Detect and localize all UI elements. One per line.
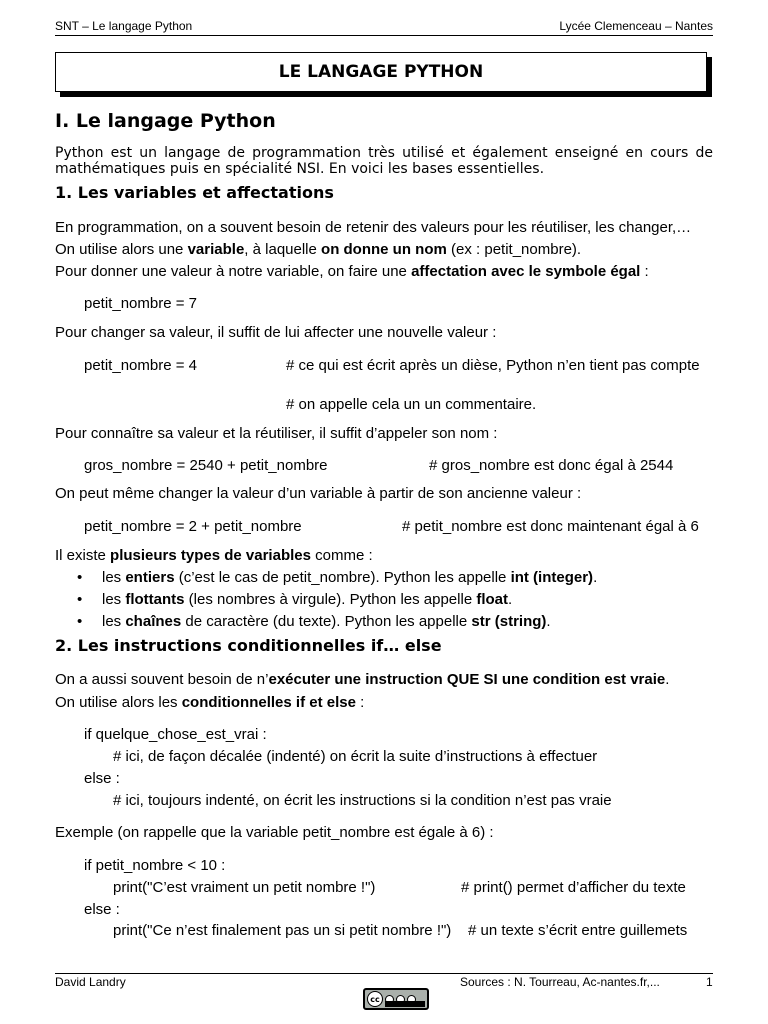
bold-text: entiers [125, 569, 175, 586]
page-title: LE LANGAGE PYTHON [55, 52, 707, 92]
subsection-heading-variables: 1. Les variables et affectations [55, 183, 334, 202]
bold-text: flottants [125, 591, 185, 608]
footer-divider [55, 973, 713, 974]
list-item [102, 591, 512, 608]
creative-commons-by-nc-sa-icon [363, 988, 429, 1010]
paragraph: Exemple (on rappelle que la variable petit_nombre est égale à 6) : [55, 824, 494, 841]
bold-text: int (integer) [510, 569, 594, 586]
bullet-icon: • [77, 569, 83, 586]
text: : [640, 263, 649, 280]
bold-text: variable [187, 241, 245, 258]
code-comment: # petit_nombre est donc maintenant égal à 6 [402, 518, 699, 535]
page-number: 1 [706, 975, 713, 989]
footer-author: David Landry [55, 975, 126, 989]
code-line: else : [84, 901, 120, 918]
code-comment: # print() permet d’afficher du texte [461, 879, 686, 896]
header-right: Lycée Clemenceau – Nantes [559, 19, 713, 33]
header-divider [55, 35, 713, 36]
text: . [665, 671, 670, 688]
paragraph: En programmation, on a souvent besoin de retenir des valeurs pour les réutiliser, les changer,… [55, 219, 692, 236]
code-line: print("Ce n’est finalement pas un si petit nombre !") [113, 922, 452, 939]
bold-text: conditionnelles if et else [181, 694, 356, 711]
text: (c’est le cas de petit_nombre). Python les appelle [174, 569, 511, 586]
paragraph [55, 694, 364, 711]
paragraph [55, 263, 649, 280]
bold-text: affectation avec le symbole égal [411, 263, 641, 280]
text: On utilise alors les [55, 694, 182, 711]
text: les [102, 569, 126, 586]
text: Pour donner une valeur à notre variable, on faire une [55, 263, 412, 280]
code-line: petit_nombre = 4 [84, 357, 197, 374]
text: comme : [310, 547, 373, 564]
bold-text: on donne un nom [321, 241, 447, 258]
code-comment: # un texte s’écrit entre guillemets [468, 922, 688, 939]
paragraph [55, 241, 581, 258]
text: On a aussi souvent besoin de n’ [55, 671, 269, 688]
code-comment: # on appelle cela un un commentaire. [286, 396, 537, 413]
code-line: gros_nombre = 2540 + petit_nombre [84, 457, 328, 474]
footer-sources: Sources : N. Tourreau, Ac-nantes.fr,... [460, 975, 660, 989]
paragraph: Pour connaître sa valeur et la réutiliser, il suffit d’appeler son nom : [55, 425, 498, 442]
text: (les nombres à virgule). Python les appelle [184, 591, 477, 608]
code-comment: # gros_nombre est donc égal à 2544 [429, 457, 674, 474]
list-item [102, 569, 597, 586]
bullet-icon: • [77, 613, 83, 630]
paragraph: On peut même changer la valeur d’un variable à partir de son ancienne valeur : [55, 485, 582, 502]
code-line: print("C’est vraiment un petit nombre !") [113, 879, 376, 896]
bold-text: chaînes [125, 613, 182, 630]
text: (ex : petit_nombre). [446, 241, 582, 258]
code-line: petit_nombre = 7 [84, 295, 197, 312]
text: On utilise alors une [55, 241, 188, 258]
code-line: if petit_nombre < 10 : [84, 857, 226, 874]
paragraph [55, 547, 373, 564]
code-comment: # ce qui est écrit après un dièse, Python n’en tient pas compte [286, 357, 700, 374]
header-left: SNT – Le langage Python [55, 19, 193, 33]
bullet-icon: • [77, 591, 83, 608]
text: : [355, 694, 365, 711]
code-comment: # ici, toujours indenté, on écrit les instructions si la condition n’est pas vraie [113, 792, 612, 809]
text: les [102, 591, 126, 608]
text: Il existe [55, 547, 111, 564]
section-heading: I. Le langage Python [55, 110, 276, 132]
text: . [546, 613, 551, 630]
bold-text: str (string) [471, 613, 547, 630]
subsection-heading-conditionals: 2. Les instructions conditionnelles if… else [55, 636, 442, 655]
text: , à laquelle [244, 241, 322, 258]
bold-text: exécuter une instruction QUE SI une condition est vraie [268, 671, 666, 688]
code-comment: # ici, de façon décalée (indenté) on écrit la suite d’instructions à effectuer [113, 748, 598, 765]
list-item [102, 613, 551, 630]
text: de caractère (du texte). Python les appelle [181, 613, 472, 630]
intro-paragraph: Python est un langage de programmation très utilisé et également enseigné en cours de mathématiques puis en spécialité NSI. En voici les bases essentielles. [55, 145, 713, 177]
text: . [593, 569, 598, 586]
paragraph: Pour changer sa valeur, il suffit de lui affecter une nouvelle valeur : [55, 324, 497, 341]
bold-text: plusieurs types de variables [110, 547, 311, 564]
code-line: petit_nombre = 2 + petit_nombre [84, 518, 302, 535]
code-line: if quelque_chose_est_vrai : [84, 726, 267, 743]
bold-text: float [476, 591, 508, 608]
text: les [102, 613, 126, 630]
paragraph [55, 671, 669, 688]
text: . [508, 591, 513, 608]
license-band [385, 1001, 425, 1007]
cc-logo-icon: cc [367, 991, 383, 1007]
code-line: else : [84, 770, 120, 787]
